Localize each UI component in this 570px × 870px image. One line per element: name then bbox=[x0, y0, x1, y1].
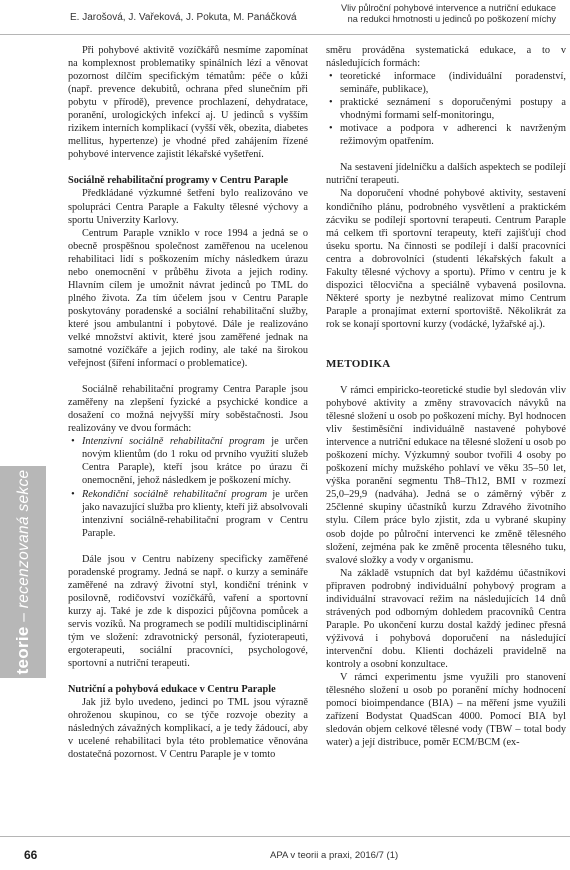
header-rule bbox=[0, 34, 570, 35]
running-header-title-line1: Vliv půlroční pohybové intervence a nutriční edukace bbox=[340, 3, 556, 13]
program-reconditioning-desc: je určen jako navazující služba pro klienty, kteří již absolvovali intenzivní sociálně-rehabilitační program v Centru Paraple. bbox=[82, 488, 308, 539]
left-paragraph-2: Předkládané výzkumné šetření bylo realizováno ve spolupráci Centra Paraple a Fakulty tělesné výchovy a sportu Univerzity Karlovy. bbox=[68, 188, 308, 226]
running-header-title-line2: na redukci hmotnosti u jedinců po poškození míchy bbox=[347, 14, 556, 24]
heading-centrum-paraple: Sociálně rehabilitační programy v Centru Paraple bbox=[68, 175, 289, 187]
heading-nutrition-education: Nutriční a pohybová edukace v Centru Paraple bbox=[68, 684, 276, 696]
section-dash: – bbox=[15, 608, 32, 627]
right-column bbox=[326, 44, 566, 749]
journal-citation: APA v teorii a praxi, 2016/7 (1) bbox=[270, 850, 399, 861]
left-paragraph-4: Sociálně rehabilitační programy Centra Paraple jsou zaměřeny na zlepšení fyzické a psychické kondice a dosažení co možná nejvyšší míry soběstačnosti. Jsou realizovány ve dvou formách: bbox=[68, 384, 308, 435]
program-intensive-desc: je určen novým klientům (do 1 roku od prvního využití služeb Centra Paraple), kteří jsou krátce po úrazu či onemocnění, jehož následkem je poškození míchy. bbox=[82, 436, 308, 487]
education-form-item-2: • praktické seznámení s doporučenými postupy a vhodnými formami self-monitoringu, bbox=[326, 96, 566, 122]
footer-rule bbox=[0, 836, 570, 837]
program-intensive-name: Intenzivní sociálně rehabilitační program bbox=[82, 436, 265, 448]
heading-metodika: METODIKA bbox=[326, 357, 391, 370]
left-column bbox=[68, 44, 308, 761]
right-paragraph-4: V rámci empiricko-teoretické studie byl sledován vliv pohybové aktivity a změny stravovacích návyků na tělesné složení u osob po poškození míchy. Byl hodnocen vliv šestiměsíční individuálně nastavené pohybové intervence a nutriční edukace na tělesné složení u osob po poškození míchy. Výzkumný soubor tvořili 4 osoby po poškození míchy mužského pohlaví ve věku 35–50 let, výška poranění segmentu Th8–Th12, BMI v rozmezí 25,0–29,9 (nadváha). Jedná se o záměrný výběr z 25členné skupiny účastníků kurzu Zdravého životního stylu. Cílem práce bylo zjistit, zda u vybrané skupiny osob dojde po půlroční intervenci ke změně tělesného složení, zejména pak ke změně procenta tělesného tuku, svalové složky a vody v organismu. bbox=[326, 384, 566, 566]
right-paragraph-1: směru prováděna systematická edukace, a to v následujících formách: bbox=[326, 45, 566, 70]
education-forms-list bbox=[326, 70, 566, 148]
left-paragraph-5: Dále jsou v Centru nabízeny specificky zaměřené poradenské programy. Jedná se např. o kurzy a semináře zaměřené na zdravý životní styl, kondiční trénink v posilovně, rodičovství vozíčkářů, vaření a sportovní kurzy aj. Také je zde k dispozici půjčovna pomůcek a servis vozíků. Na programech se podílí multidisciplinární tým ve složení: zdravotnický personál, fyzioterapeuti, ergoterapeuti, sociální pracovníci, psychologové, sportovní a nutriční terapeuti. bbox=[68, 553, 308, 670]
right-paragraph-2: Na sestavení jídelníčku a dalších aspektech se podílejí nutriční terapeuti. bbox=[326, 162, 566, 187]
program-list bbox=[68, 435, 308, 539]
running-header-title bbox=[296, 3, 556, 25]
section-side-label bbox=[13, 470, 33, 675]
program-list-item-reconditioning bbox=[68, 488, 308, 540]
right-paragraph-6: V rámci experimentu jsme využili pro stanovení tělesného složení u osob po poranění míchy hodnocení pomocí bioimpendance (BIA) – na měření jsme využili zařízení Bodystat QuadScan 4000. Pomocí BIA byl sledován objem celkové tělesné vody (TBW – total body water) a její distribuce, poměr ECM/BCM (ex- bbox=[326, 672, 566, 749]
program-list-item-intensive bbox=[68, 435, 308, 487]
page-number: 66 bbox=[24, 848, 38, 862]
left-paragraph-1: Při pohybové aktivitě vozíčkářů nesmíme zapomínat na komplexnost problematiky spinálních lézí a věnovat pozornost dílčím specifickým tématům: péče o kůži (např. prevence dekubitů, ochrana před slunečním při pobytu v přírodě), prevence prochlazení, dehydratace, poranění, urologických infekcí aj. U jedinců s vyšším rizikem interních komplikací (vyšší věk, obezita, diabetes mellitus, hypertenze) je vhodné před zahájením řízené pohybové intervence zajistit lékařské vyšetření. bbox=[68, 45, 308, 161]
section-main-label: teorie bbox=[13, 626, 32, 675]
right-paragraph-3: Na doporučení vhodné pohybové aktivity, sestavení kondičního plánu, podrobného vysvětlení a praktickém zácviku se podílejí sportovní terapeuti. Centrum Paraple má celkem tři sportovní terapeuty, kteří zajišťují chod úseku sportu. Na činnosti se podílejí i další pracovníci centra a dobrovolníci (studenti lékařských fakult a Fakulty tělesné výchovy a sportu). Přímo v centru je k dispozici tělocvična a speciálně vybavená posilovna. Některé sporty je nezbytné realizovat mimo Centrum Paraple a pronajímat externí sportoviště. Několikrát za rok se konají sportovní kurzy (vodácké, lyžařské aj.). bbox=[326, 188, 566, 330]
program-reconditioning-name: Rekondiční sociálně rehabilitační program bbox=[82, 488, 268, 500]
left-paragraph-6: Jak již bylo uvedeno, jedinci po TML jsou výrazně ohroženou skupinou, co se týče rozvoje obezity a následných závažných komplikací, a je tedy žádoucí, aby v ucelené rehabilitaci byla této problematice věnována dostatečná pozornost. V Centru Paraple je v tomto bbox=[68, 697, 308, 761]
right-paragraph-5: Na základě vstupních dat byl každému účastníkovi připraven podrobný individuální pohybový program a individuální stravovací režim na následujících 14 dnů strávených pod odborným dohledem pracovníků Centra Paraple. Po ukončení kurzu dostal každý jedinec přesná výživová i pohybová doporučení na následující intervenční dobu. Klienti docházeli pravidelně na kontroly a osobní konzultace. bbox=[326, 567, 566, 670]
education-form-item-1: • teoretické informace (individuální poradenství, semináře, publikace), bbox=[326, 70, 566, 96]
running-header-authors: E. Jarošová, J. Vařeková, J. Pokuta, M. Panáčková bbox=[70, 12, 297, 23]
left-paragraph-3: Centrum Paraple vzniklo v roce 1994 a jedná se o obecně prospěšnou společnost zaměřenou na ucelenou rehabilitaci lidí s poškozením míchy následkem úrazu nebo onemocnění v průběhu života a jejich rodiny. Hlavním cílem je umožnit návrat jedinců po TML do plného života. Za tím účelem jsou v Centru Paraple poskytovány poradenské a sociální rehabilitační služby, které jsou ambulantní i pobytové. Dále je realizováno velké množství aktivit, které jsou zaměřené jednak na samotné vozíčkáře a jejich rodiny, ale také na širokou veřejnost (šíření informací o problematice). bbox=[68, 227, 308, 370]
education-form-item-3: • motivace a podpora v adherenci k navrženým režimovým opatřením. bbox=[326, 122, 566, 148]
section-sub-label: recenzovaná sekce bbox=[15, 469, 32, 609]
